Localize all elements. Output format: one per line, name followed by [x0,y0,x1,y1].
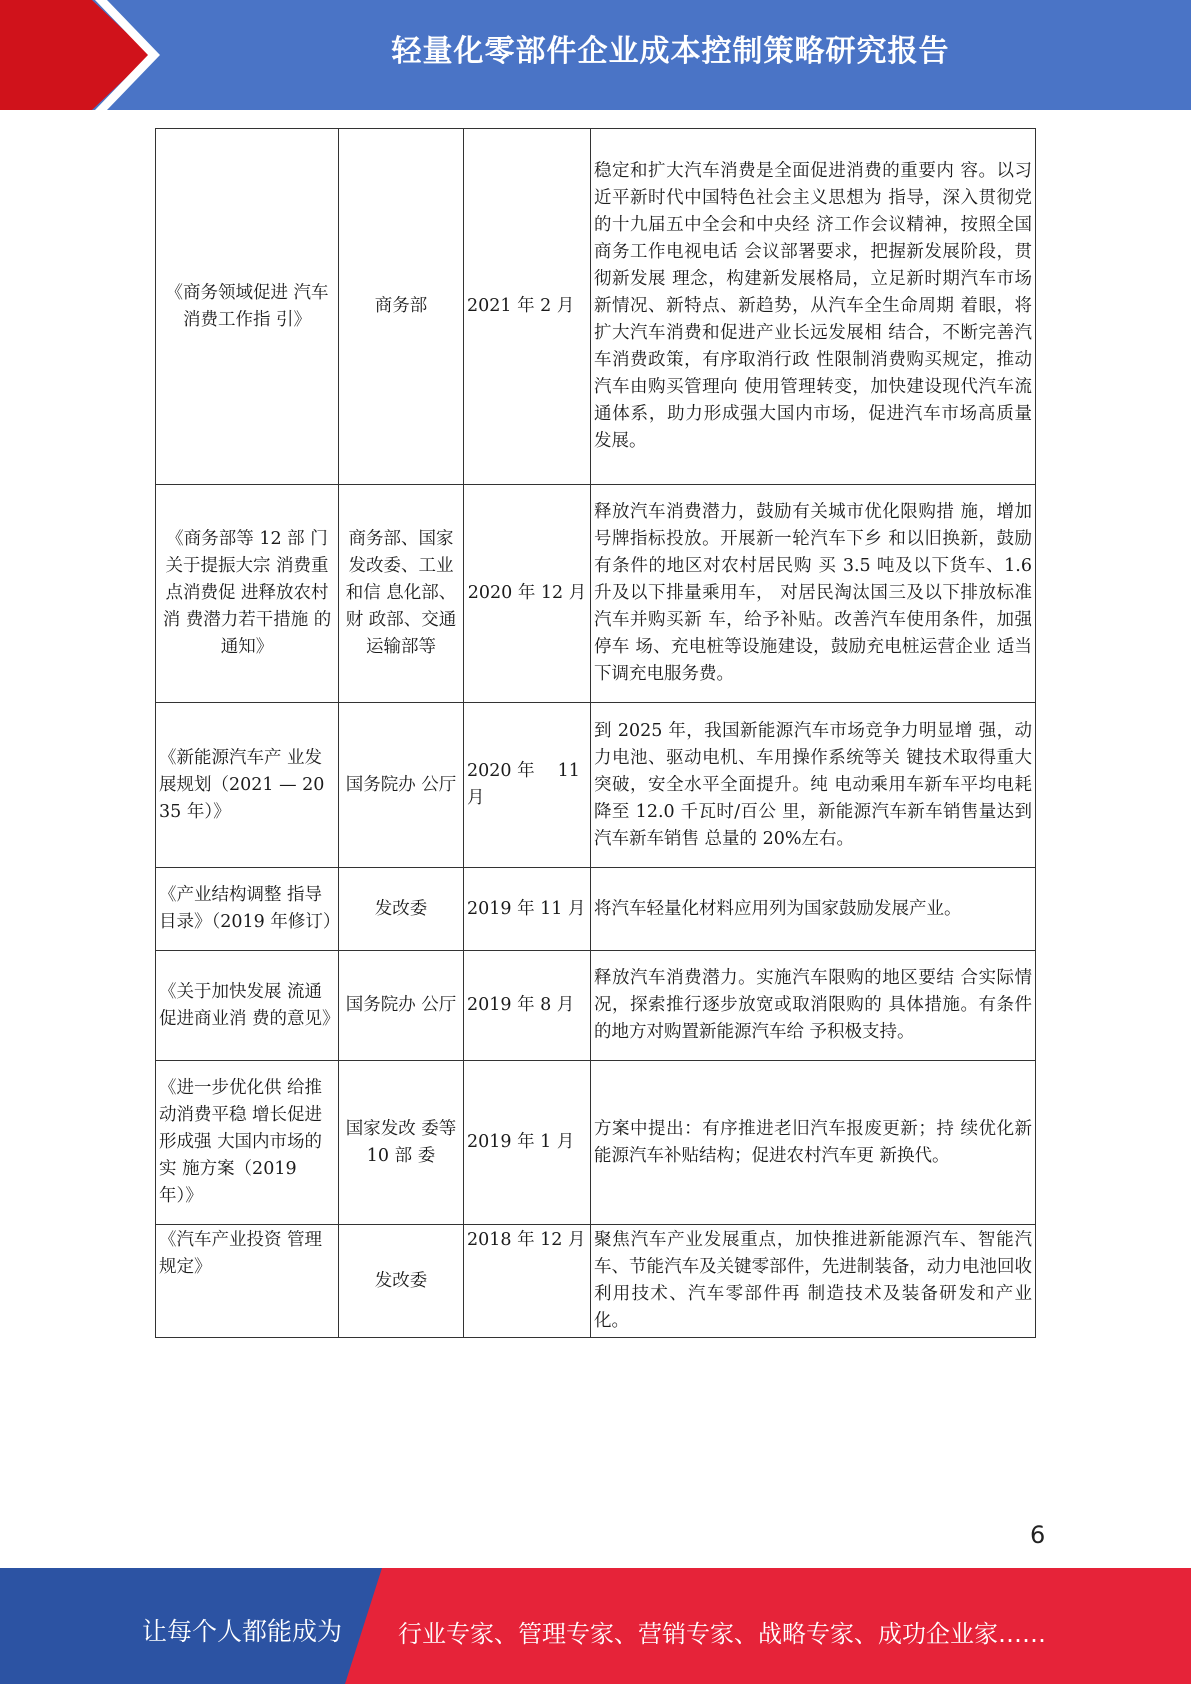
description-cell: 将汽车轻量化材料应用列为国家鼓励发展产业。 [591,868,1036,951]
date-cell: 2019 年 11 月 [464,868,591,951]
policy-table [155,128,1036,1338]
footer-slogan-left: 让每个人都能成为 [142,1617,343,1646]
department-cell: 商务部 [339,129,464,485]
policy-name-cell: 《新能源汽车产 业发展规划（2021 — 2035 年）》 [156,703,339,868]
date-cell: 2019 年 8 月 [464,951,591,1061]
department-cell: 国务院办 公厅 [339,703,464,868]
date-cell: 2020 年 11 月 [464,703,591,868]
table-row [156,1225,1036,1338]
description-cell: 方案中提出：有序推进老旧汽车报废更新；持 续优化新能源汽车补贴结构；促进农村汽车更 新换代。 [591,1061,1036,1225]
policy-name-cell: 《商务部等 12 部 门关于提振大宗 消费重点消费促 进释放农村消 费潜力若干措施 的通知》 [156,485,339,703]
department-cell: 国家发改 委等 10 部 委 [339,1061,464,1225]
table-row [156,1061,1036,1225]
page-header [0,0,1191,110]
policy-name-cell: 《商务领域促进 汽车消费工作指 引》 [156,129,339,485]
footer-slogan-right: 行业专家、管理专家、营销专家、战略专家、成功企业家…… [398,1620,1046,1648]
date-cell: 2018 年 12 月 [464,1225,591,1338]
table-row [156,703,1036,868]
table-row [156,951,1036,1061]
table-row [156,485,1036,703]
table-row [156,129,1036,485]
date-cell: 2020 年 12 月 [464,485,591,703]
policy-name-cell: 《产业结构调整 指导目录》（2019 年修订） [156,868,339,951]
description-cell: 稳定和扩大汽车消费是全面促进消费的重要内 容。以习近平新时代中国特色社会主义思想为 指导，深入贯彻党的十九届五中全会和中央经 济工作会议精神，按照全国商务工作电视电话 会议部署要求，把握新发展阶段，贯彻新发展 理念，构建新发展格局，立足新时期汽车市场 新情况、新特点、新趋势，从汽车全生命周期 着眼，将扩大汽车消费和促进产业长远发展相 结合，不断完善汽车消费政策，有序取消行政 性限制消费购买规定，推动汽车由购买管理向 使用管理转变，加快建设现代汽车流通体系，助力形成强大国内市场，促进汽车市场高质量 发展。 [591,129,1036,485]
description-cell: 释放汽车消费潜力。实施汽车限购的地区要结 合实际情况，探索推行逐步放宽或取消限购的 具体措施。有条件的地方对购置新能源汽车给 予积极支持。 [591,951,1036,1061]
description-cell: 释放汽车消费潜力，鼓励有关城市优化限购措 施，增加号牌指标投放。开展新一轮汽车下乡 和以旧换新，鼓励有条件的地区对农村居民购 买 3.5 吨及以下货车、1.6 升及以下排量乘用车， 对居民淘汰国三及以下排放标准汽车并购买新 车，给予补贴。改善汽车使用条件，加强停车 场、充电桩等设施建设，鼓励充电桩运营企业 适当下调充电服务费。 [591,485,1036,703]
page-number: 6 [1030,1521,1046,1549]
policy-name-cell: 《汽车产业投资 管理规定》 [156,1225,339,1338]
department-cell: 国务院办 公厅 [339,951,464,1061]
table-row [156,868,1036,951]
date-cell: 2019 年 1 月 [464,1061,591,1225]
department-cell: 发改委 [339,1225,464,1338]
department-cell: 商务部、国家发改委、工业和信 息化部、财 政部、交通 运输部等 [339,485,464,703]
page-footer [0,1568,1191,1684]
policy-name-cell: 《进一步优化供 给推动消费平稳 增长促进形成强 大国内市场的实 施方案（2019 年）》 [156,1061,339,1225]
department-cell: 发改委 [339,868,464,951]
policy-name-cell: 《关于加快发展 流通促进商业消 费的意见》 [156,951,339,1061]
description-cell: 聚焦汽车产业发展重点，加快推进新能源汽车、智能汽车、节能汽车及关键零部件，先进制装备，动力电池回收利用技术、汽车零部件再 制造技术及装备研发和产业化。 [591,1225,1036,1338]
date-cell: 2021 年 2 月 [464,129,591,485]
report-title: 轻量化零部件企业成本控制策略研究报告 [391,34,950,69]
description-cell: 到 2025 年，我国新能源汽车市场竞争力明显增 强，动力电池、驱动电机、车用操作系统等关 键技术取得重大突破，安全水平全面提升。纯 电动乘用车新车平均电耗降至 12.0 千瓦时/百公 里，新能源汽车新车销售量达到汽车新车销售 总量的 20%左右。 [591,703,1036,868]
